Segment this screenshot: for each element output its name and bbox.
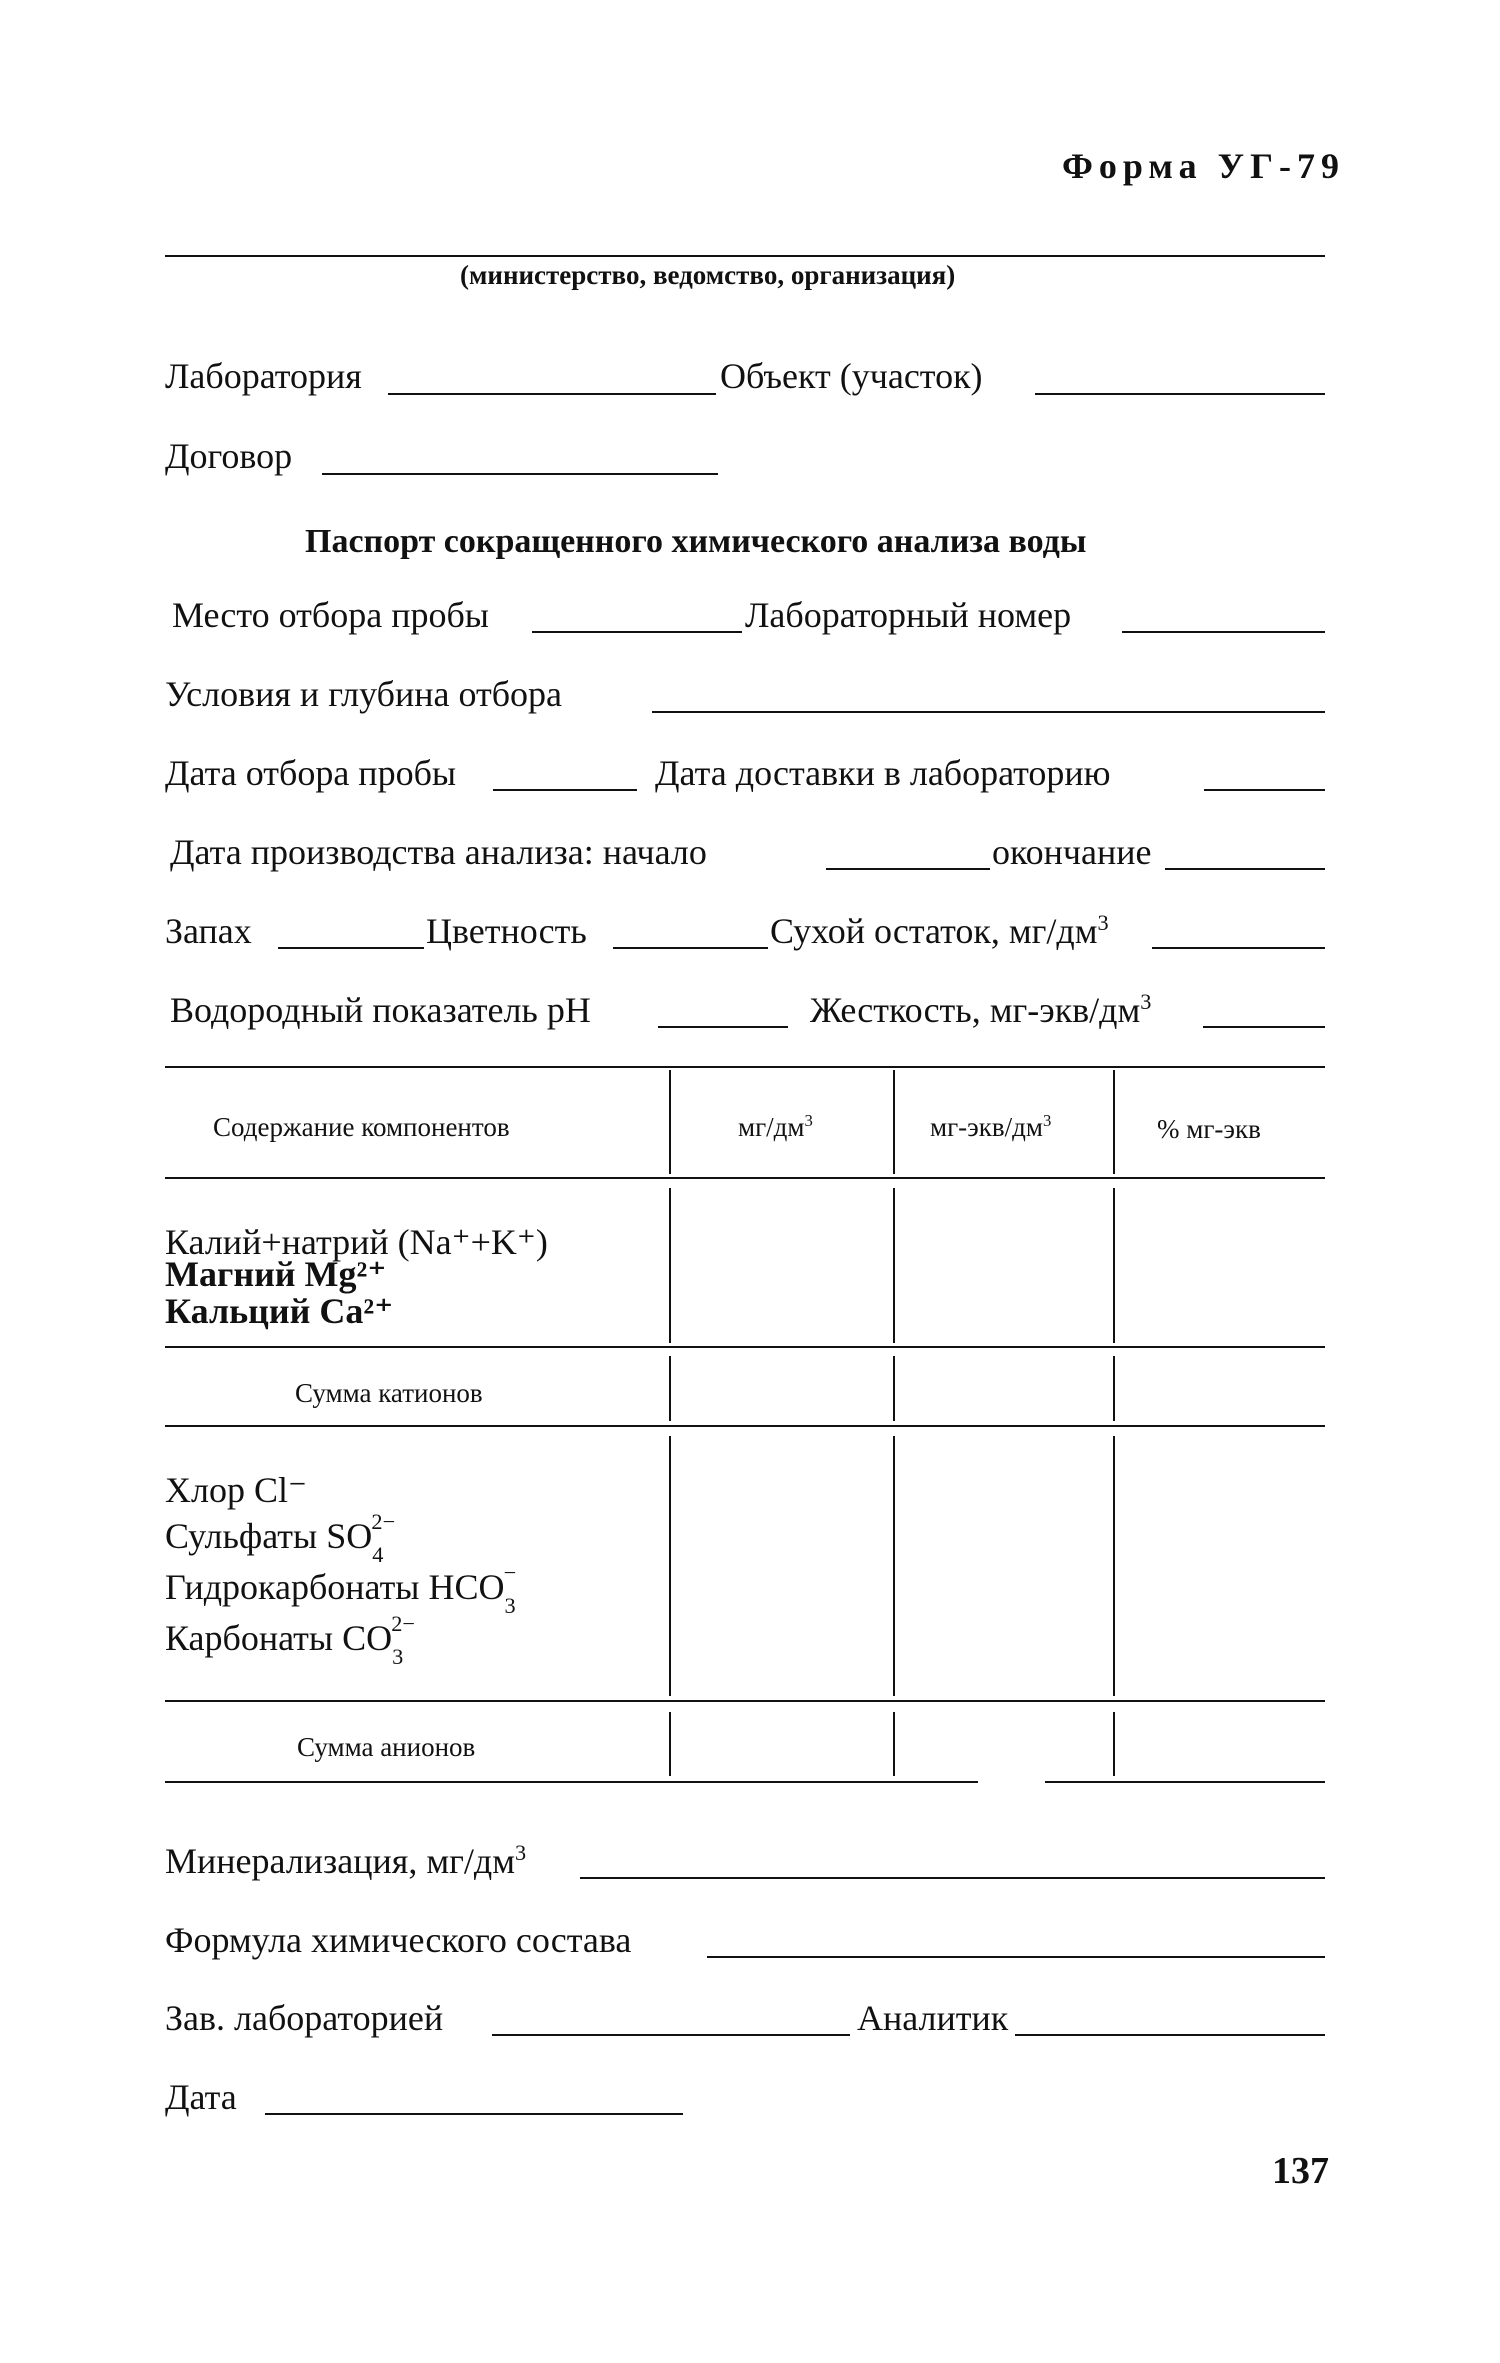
table-bottom-border xyxy=(165,1781,978,1783)
analysis-end-field[interactable] xyxy=(1165,868,1325,870)
color-field[interactable] xyxy=(613,947,768,949)
table-row-border xyxy=(165,1700,1325,1702)
analysis-start-label: Дата производства анализа: начало xyxy=(170,832,707,872)
analysis-start-field[interactable] xyxy=(826,868,990,870)
table-col-divider xyxy=(1113,1436,1115,1696)
table-col-divider xyxy=(669,1436,671,1696)
form-title: Паспорт сокращенного химического анализа воды xyxy=(305,523,1087,560)
object-field[interactable] xyxy=(1035,393,1325,395)
smell-label: Запах xyxy=(165,911,252,951)
date-field[interactable] xyxy=(265,2113,683,2115)
conditions-label: Условия и глубина отбора xyxy=(165,674,563,714)
dry-residue-label: Сухой остаток, $мг/дм^3$ xyxy=(770,910,1109,951)
analyst-field[interactable] xyxy=(1015,2034,1325,2036)
table-col-divider xyxy=(893,1188,895,1343)
ph-field[interactable] xyxy=(658,1026,788,1028)
page-number: 137 xyxy=(1272,2150,1329,2192)
formula-field[interactable] xyxy=(707,1956,1325,1958)
table-col-divider xyxy=(1113,1188,1115,1343)
table-row-border xyxy=(165,1346,1325,1348)
contract-field[interactable] xyxy=(322,473,718,475)
header-mg-eq: $мг-экв/дм^3$ xyxy=(930,1111,1052,1142)
table-col-divider xyxy=(1113,1070,1115,1174)
conditions-field[interactable] xyxy=(652,711,1325,713)
anion-cl: Хлор Cl⁻ xyxy=(165,1470,307,1510)
ph-label: Водородный показатель pH xyxy=(170,990,591,1030)
cation-k-na: Калий+натрий (Na⁺+K⁺) xyxy=(165,1222,548,1262)
cation-mg: Магний Mg²⁺ xyxy=(165,1254,387,1294)
laboratory-label: Лаборатория xyxy=(165,356,362,396)
anion-hco3: Гидрокарбонаты $HCO_3^-$ xyxy=(165,1560,517,1619)
date-delivery-field[interactable] xyxy=(1204,789,1325,791)
mineralization-field[interactable] xyxy=(580,1877,1325,1879)
date-delivery-label: Дата доставки в лабораторию xyxy=(655,753,1111,793)
hardness-field[interactable] xyxy=(1203,1026,1325,1028)
head-label: Зав. лабораторией xyxy=(165,1998,444,2038)
date-sampling-label: Дата отбора пробы xyxy=(165,753,457,793)
lab-number-label: Лабораторный номер xyxy=(745,595,1072,635)
table-col-divider xyxy=(669,1070,671,1174)
color-label: Цветность xyxy=(426,911,587,951)
anion-so4: Сульфаты $SO_4^{2-}$ xyxy=(165,1509,396,1568)
table-col-divider xyxy=(669,1356,671,1421)
lab-number-field[interactable] xyxy=(1122,631,1325,633)
table-col-divider xyxy=(893,1712,895,1776)
dry-residue-field[interactable] xyxy=(1152,947,1325,949)
table-col-divider xyxy=(1113,1712,1115,1776)
header-percent: % мг-экв xyxy=(1157,1114,1261,1144)
form-code: Форма УГ-79 xyxy=(1062,146,1345,186)
date-label: Дата xyxy=(165,2077,237,2117)
head-field[interactable] xyxy=(492,2034,850,2036)
table-header-border xyxy=(165,1177,1325,1179)
table-col-divider xyxy=(1113,1356,1115,1421)
cation-sum: Сумма катионов xyxy=(295,1378,483,1408)
table-top-border xyxy=(165,1066,1325,1068)
hardness-label: Жесткость, $мг-экв/дм^3$ xyxy=(810,989,1152,1030)
anion-co3: Карбонаты $CO_3^{2-}$ xyxy=(165,1611,415,1670)
table-col-divider xyxy=(893,1070,895,1174)
anion-sum: Сумма анионов xyxy=(297,1732,476,1762)
mineralization-label: Минерализация, $мг/дм^3$ xyxy=(165,1840,527,1881)
cation-ca: Кальций Ca²⁺ xyxy=(165,1291,394,1331)
laboratory-field[interactable] xyxy=(388,393,716,395)
header-mg: $мг/дм^3$ xyxy=(738,1111,813,1142)
org-caption: (министерство, ведомство, организация) xyxy=(460,260,956,290)
analyst-label: Аналитик xyxy=(857,1998,1009,2038)
analysis-end-label: окончание xyxy=(992,832,1152,872)
date-sampling-field[interactable] xyxy=(493,789,637,791)
formula-label: Формула химического состава xyxy=(165,1920,632,1960)
place-label: Место отбора пробы xyxy=(172,595,489,635)
org-line xyxy=(165,255,1325,257)
table-col-divider xyxy=(669,1712,671,1776)
table-row-border xyxy=(165,1425,1325,1427)
table-bottom-border xyxy=(1045,1781,1325,1783)
header-components: Содержание компонентов xyxy=(213,1112,510,1142)
table-col-divider xyxy=(893,1436,895,1696)
object-label: Объект (участок) xyxy=(720,356,983,396)
smell-field[interactable] xyxy=(278,947,424,949)
contract-label: Договор xyxy=(165,436,293,476)
place-field[interactable] xyxy=(532,631,742,633)
table-col-divider xyxy=(669,1188,671,1343)
table-col-divider xyxy=(893,1356,895,1421)
